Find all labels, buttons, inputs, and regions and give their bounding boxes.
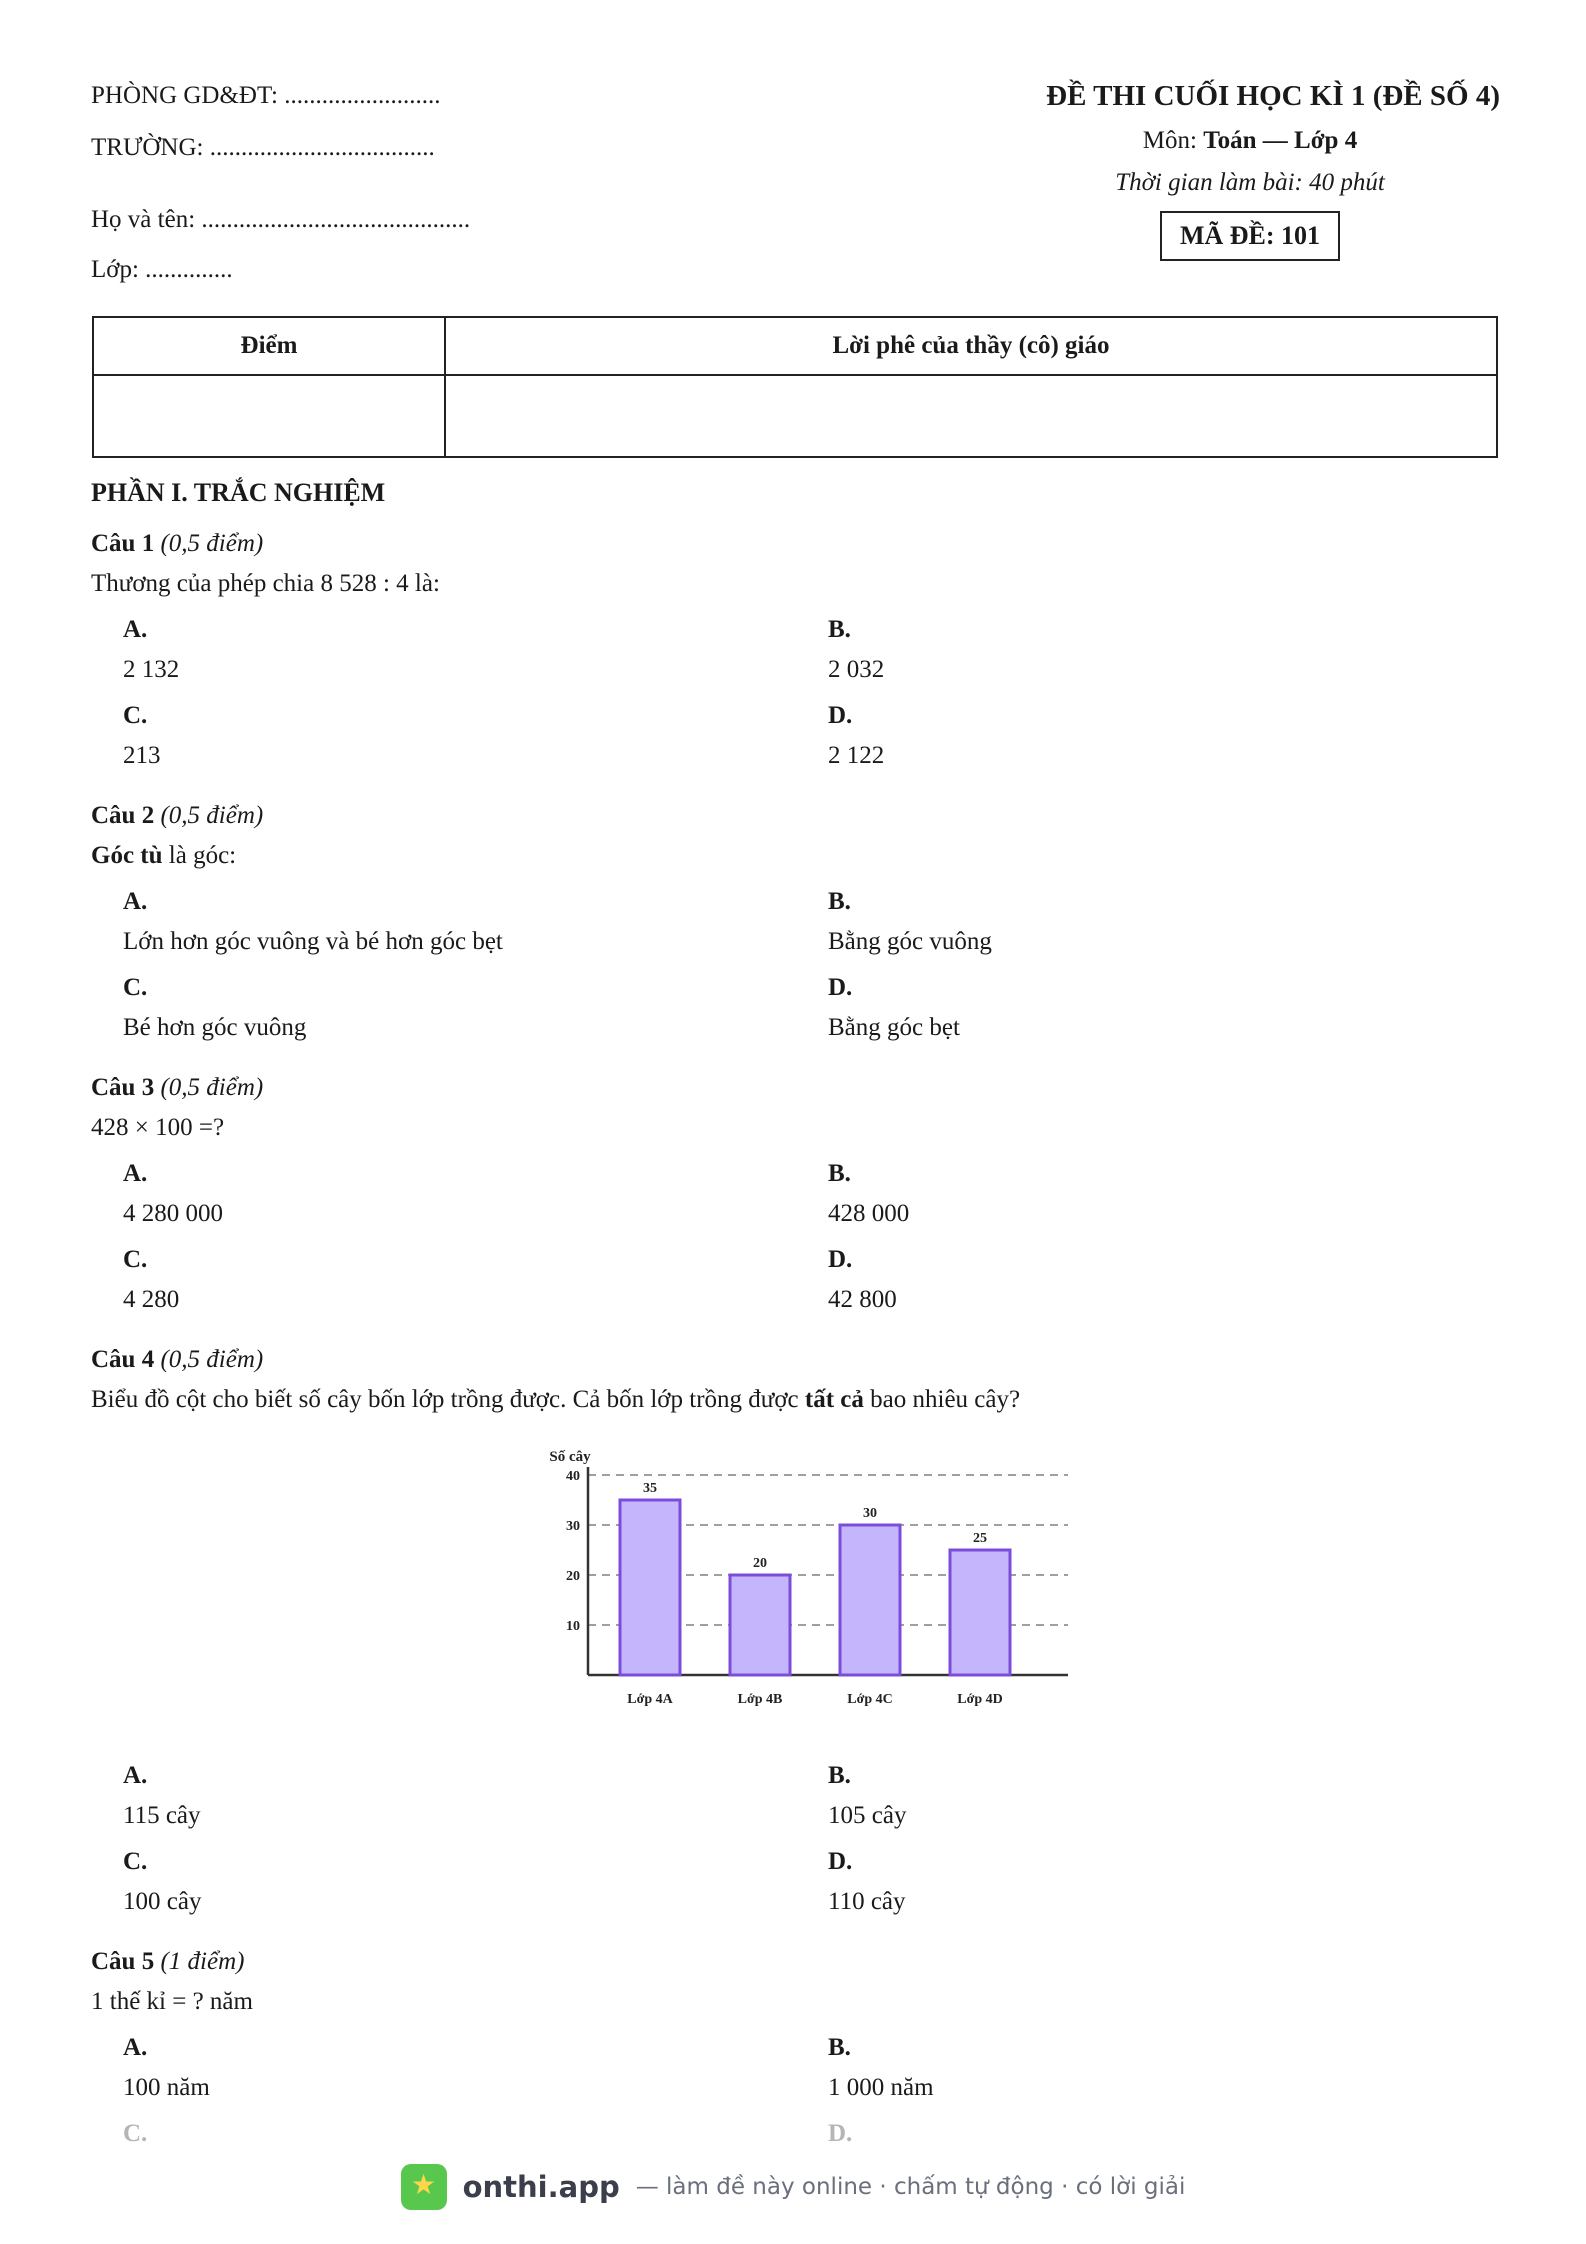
option-value: 2 122 <box>828 742 885 769</box>
option-d[interactable] <box>828 1246 1528 1326</box>
option-a[interactable] <box>123 1160 828 1240</box>
exam-title: ĐỀ THI CUỐI HỌC KÌ 1 (ĐỀ SỐ 4) <box>1046 80 1500 112</box>
bar <box>950 1550 1010 1675</box>
option-value: 213 <box>123 742 161 769</box>
y-axis-label: Số cây <box>549 1449 591 1465</box>
option-value: Bé hơn góc vuông <box>123 1014 307 1041</box>
x-tick-label: Lớp 4D <box>957 1692 1003 1707</box>
exam-content <box>91 478 1511 2180</box>
option-a[interactable] <box>123 616 828 696</box>
question-label: Câu 3 <box>91 1074 155 1101</box>
option-c[interactable] <box>123 974 828 1054</box>
option-value: 428 000 <box>828 1200 910 1227</box>
y-tick-label: 40 <box>566 1469 580 1484</box>
question-text-b: bao nhiêu cây? <box>863 1386 1021 1413</box>
subject-line <box>950 127 1550 155</box>
option-letter: D. <box>828 1848 853 1875</box>
section-title: PHẦN I. TRẮC NGHIỆM <box>91 478 386 507</box>
option-c[interactable] <box>123 702 828 782</box>
question-3-heading <box>91 1074 1511 1102</box>
option-value: 105 cây <box>828 1802 907 1829</box>
option-letter: B. <box>828 1762 851 1789</box>
x-tick-label: Lớp 4C <box>847 1692 893 1707</box>
y-tick-label: 30 <box>566 1519 580 1534</box>
footer-tagline: — làm đề này online · chấm tự động · có lời giải <box>635 2174 1186 2200</box>
option-b[interactable] <box>828 616 1528 696</box>
option-letter: B. <box>828 1160 851 1187</box>
question-label: Câu 1 <box>91 530 155 557</box>
option-letter: C. <box>123 974 148 1001</box>
option-letter: D. <box>828 974 853 1001</box>
question-1-options <box>123 616 1511 782</box>
option-d[interactable] <box>828 974 1528 1054</box>
footer-banner[interactable] <box>0 2164 1586 2220</box>
option-value: Bằng góc vuông <box>828 928 992 955</box>
x-tick-label: Lớp 4A <box>627 1692 673 1707</box>
score-table <box>92 316 1498 458</box>
option-d[interactable] <box>828 702 1528 782</box>
option-letter: D. <box>828 702 853 729</box>
option-value: 4 280 000 <box>123 1200 223 1227</box>
option-letter: A. <box>123 888 148 915</box>
question-label: Câu 4 <box>91 1346 155 1373</box>
x-tick-label: Lớp 4B <box>737 1692 783 1707</box>
option-letter: B. <box>828 616 851 643</box>
option-c[interactable] <box>123 2120 828 2160</box>
option-letter: A. <box>123 616 148 643</box>
data-label: 35 <box>643 1481 657 1496</box>
option-b[interactable] <box>828 2034 1528 2114</box>
question-text-a: Biểu đồ cột cho biết số cây bốn lớp trồng được. Cả bốn lớp trồng được <box>91 1386 805 1413</box>
option-b[interactable] <box>828 888 1528 968</box>
score-header: Điểm <box>93 317 445 375</box>
question-points: (0,5 điểm) <box>160 802 264 829</box>
comment-cell <box>445 375 1497 457</box>
question-text-bold: Góc tù <box>91 842 163 869</box>
question-5-text: 1 thế kỉ = ? năm <box>91 1988 253 2015</box>
score-cell <box>93 375 445 457</box>
question-points: (0,5 điểm) <box>160 1074 264 1101</box>
y-tick-label: 20 <box>566 1569 580 1584</box>
question-3-text: 428 × 100 =? <box>91 1114 225 1141</box>
option-a[interactable] <box>123 888 828 968</box>
y-tick-label: 10 <box>566 1619 580 1634</box>
bar <box>840 1525 900 1675</box>
option-b[interactable] <box>828 1160 1528 1240</box>
question-1-heading <box>91 530 1511 558</box>
option-d[interactable] <box>828 2120 1528 2160</box>
option-b[interactable] <box>828 1762 1528 1842</box>
app-logo <box>401 2164 447 2210</box>
option-letter: C. <box>123 2120 148 2147</box>
question-2-options <box>123 888 1511 1054</box>
bar-chart <box>516 1432 1076 1722</box>
department-line: PHÒNG GD&ĐT: ......................... <box>91 82 441 109</box>
question-points: (0,5 điểm) <box>160 1346 264 1373</box>
class-line: Lớp: .............. <box>91 256 233 283</box>
option-value: 4 280 <box>123 1286 180 1313</box>
option-value: Bằng góc bẹt <box>828 1014 960 1041</box>
option-letter: A. <box>123 2034 148 2061</box>
brand-name[interactable]: onthi.app <box>462 2170 620 2204</box>
option-letter: C. <box>123 1848 148 1875</box>
option-letter: A. <box>123 1160 148 1187</box>
option-c[interactable] <box>123 1848 828 1928</box>
option-letter: B. <box>828 888 851 915</box>
star-icon: ★ <box>411 2168 437 2201</box>
option-letter: C. <box>123 702 148 729</box>
data-label: 20 <box>753 1556 767 1571</box>
option-value: 110 cây <box>828 1888 906 1915</box>
data-label: 30 <box>863 1506 877 1521</box>
option-d[interactable] <box>828 1848 1528 1928</box>
option-a[interactable] <box>123 2034 828 2114</box>
option-letter: D. <box>828 2120 853 2147</box>
option-value: 42 800 <box>828 1286 897 1313</box>
exam-info <box>950 80 1550 261</box>
option-c[interactable] <box>123 1246 828 1326</box>
question-2-heading <box>91 802 1511 830</box>
option-value: 2 132 <box>123 656 180 683</box>
question-4-heading <box>91 1346 1511 1374</box>
question-2-text <box>91 842 1511 870</box>
comment-header: Lời phê của thầy (cô) giáo <box>445 317 1497 375</box>
option-letter: D. <box>828 1246 853 1273</box>
bar-chart-svg <box>516 1432 1076 1722</box>
subject-value: Toán — Lớp 4 <box>1203 127 1358 154</box>
school-line: TRƯỜNG: .................................... <box>91 134 435 161</box>
option-value: 1 000 năm <box>828 2074 934 2101</box>
data-label: 25 <box>973 1531 987 1546</box>
option-value: 2 032 <box>828 656 885 683</box>
question-label: Câu 2 <box>91 802 155 829</box>
exam-code-box: MÃ ĐỀ: 101 <box>1160 211 1340 261</box>
question-label: Câu 5 <box>91 1948 155 1975</box>
question-3-options <box>123 1160 1511 1326</box>
option-letter: C. <box>123 1246 148 1273</box>
question-4-options <box>123 1762 1511 1928</box>
question-5-options <box>123 2034 1511 2160</box>
option-letter: B. <box>828 2034 851 2061</box>
question-text-rest: là góc: <box>162 842 237 869</box>
bar <box>620 1500 680 1675</box>
option-value: 100 cây <box>123 1888 202 1915</box>
option-a[interactable] <box>123 1762 828 1842</box>
name-line: Họ và tên: ........................................... <box>91 206 471 233</box>
question-text-bold: tất cả <box>804 1386 864 1413</box>
question-4-text <box>91 1386 1511 1414</box>
time-line: Thời gian làm bài: 40 phút <box>1115 169 1385 196</box>
question-points: (1 điểm) <box>160 1948 245 1975</box>
option-value: 115 cây <box>123 1802 201 1829</box>
question-points: (0,5 điểm) <box>160 530 264 557</box>
question-1-text: Thương của phép chia 8 528 : 4 là: <box>91 570 440 597</box>
question-5-heading <box>91 1948 1511 1976</box>
subject-prefix: Môn: <box>1142 127 1204 154</box>
bar <box>730 1575 790 1675</box>
option-value: Lớn hơn góc vuông và bé hơn góc bẹt <box>123 928 503 955</box>
option-letter: A. <box>123 1762 148 1789</box>
option-value: 100 năm <box>123 2074 210 2101</box>
